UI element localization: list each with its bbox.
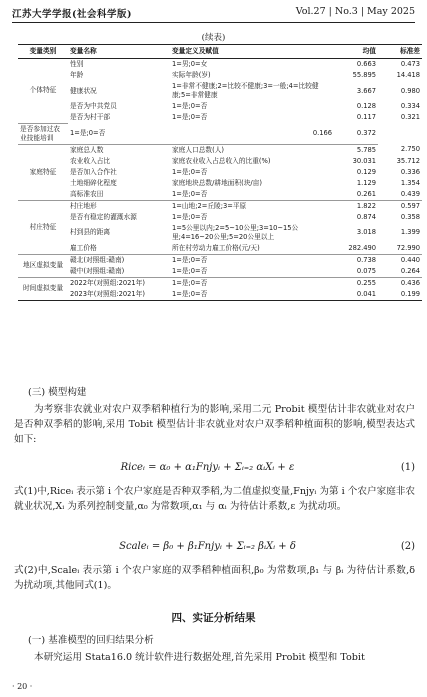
definition-cell: 家庭地块总数/耕地面积(块/亩) [172,178,262,187]
mean-cell: 0.261 [334,189,378,201]
mean-cell: 0.128 [356,102,376,110]
mean-cell: 0.041 [334,289,378,301]
sd-cell: 0.334 [400,102,420,110]
variable-name-cell: 土地细碎化程度 [70,178,117,187]
variable-name-cell: 农业收入占比 [70,156,111,165]
table-row [18,223,422,243]
journal-name: 江苏大学学报(社会科学版) [12,9,132,20]
definition-cell: 1=是;0=否 [172,113,208,121]
mean-cell: 0.738 [356,255,376,264]
variable-name-cell: 村到县的距离 [70,228,111,236]
definition-cell: 1=是;0=否 [172,167,208,176]
category-cell: 个体特征 [18,59,68,124]
paragraph-eq1-explain: 式(1)中,Riceᵢ 表示第 i 个农户家庭是否种双季稻,为二值虚拟变量,Fnjyᵢ 为第 i 个农户家庭非农就业状况,Xᵢ 为系列控制变量,α₀ 为常数项,α₁ 与 αᵢ 为待估计系数,ε 为扰动项。 [14,486,415,512]
table-row [18,189,422,201]
sd-cell: 0.199 [378,289,422,301]
table-row [18,200,422,212]
table-row [18,112,422,123]
mean-cell: 1.822 [356,201,376,210]
mean-cell: 30.031 [352,156,376,165]
category-cell: 家庭特征 [18,144,68,200]
variable-name-cell: 赣中(对照组:赣南) [68,266,170,278]
definition-cell: 1=是;0=否 [172,212,208,221]
sd-cell: 0.436 [400,278,420,287]
definition-cell: 1=是;0=否 [172,102,208,110]
mean-cell: 3.018 [356,228,376,236]
sd-cell: 0.358 [400,212,420,221]
variable-name-cell: 高标准农田 [68,189,170,201]
paragraph-results: 本研究运用 Stata16.0 统计软件进行数据处理,首先采用 Probit 模型和 Tobit [34,652,365,663]
issue-info: Vol.27 | No.3 | May 2025 [295,6,415,17]
mean-cell: 55.895 [352,71,376,79]
sd-cell: 14.418 [396,71,420,79]
col-header: 均值 [334,45,378,59]
variable-table [18,44,422,301]
table-row [18,70,422,81]
table-row [18,144,422,156]
col-header: 变量定义及赋值 [170,45,334,59]
paragraph-eq2-explain: 式(2)中,Scaleᵢ 表示第 i 个农户家庭的双季稻种植面积,β₀ 为常数项,β₁ 与 βᵢ 为待估计系数,δ 为扰动项,其他同式(1)。 [14,565,415,591]
definition-cell: 1=山地;2=丘陵;3=平原 [172,201,247,210]
definition-cell: 实际年龄(岁) [172,71,211,79]
variable-name-cell: 是否有稳定的灌溉水源 [70,212,137,221]
table-row [18,266,422,278]
definition-cell: 所在村劳动力雇工价格(元/天) [170,243,334,255]
table-row [18,81,422,101]
table-row [18,167,422,178]
definition-cell: 家庭人口总数(人) [172,145,225,154]
sd-cell: 35.712 [396,156,420,165]
sd-cell: 0.439 [378,189,422,201]
sd-cell: 0.980 [400,86,420,95]
sd-cell: 0.264 [378,266,422,278]
mean-cell: 3.667 [356,86,376,95]
definition-cell: 1=5公里以内;2=5~10公里;3=10~15公里;4=16~20公里;5=20公里以上 [172,223,299,241]
col-header: 变量名称 [68,45,170,59]
sd-cell: 0.321 [400,113,420,121]
equation-1: Riceᵢ = α₀ + α₁Fnjyᵢ + Σᵢ₌₂ αᵢXᵢ + ε [120,462,295,473]
definition-cell: 1=是;0=否 [172,255,208,264]
category-cell: 时间虚拟变量 [18,277,68,300]
sd-cell: 72.990 [378,243,422,255]
variable-name-cell: 家庭总人数 [70,145,104,154]
page-number: · 20 · [12,682,33,691]
sd-cell: 0.440 [400,255,420,264]
mean-cell: 0.075 [334,266,378,278]
table-row [18,212,422,223]
table-row [18,101,422,112]
mean-cell: 5.785 [356,145,376,154]
mean-cell: 0.663 [356,60,376,68]
variable-name-cell: 健康状况 [70,86,97,95]
variable-name-cell: 年龄 [70,71,84,79]
section-heading: 四、实证分析结果 [171,612,256,624]
variable-name-cell: 雇工价格 [68,243,170,255]
definition-cell: 家庭农业收入占总收入的比重(%) [172,156,271,165]
table-header-row [18,45,422,59]
variable-name-cell: 赣北(对照组:赣南) [70,255,125,264]
equation-2: Scaleᵢ = β₀ + β₁Fnjyᵢ + Σᵢ₌₂ βᵢXᵢ + δ [119,541,296,552]
definition-cell: 1=是;0=否 [68,123,170,144]
table-row [18,156,422,167]
table-row [18,123,422,144]
mean-cell: 1.129 [356,178,376,187]
table-row [18,59,422,71]
mean-cell: 0.117 [356,113,376,121]
sd-cell: 0.473 [400,60,420,68]
equation-2-number: (2) [400,541,415,552]
variable-name-cell: 村庄地形 [70,201,97,210]
definition-cell: 1=是;0=否 [172,278,208,287]
subsection-model: (三) 模型构建 [28,387,87,398]
paragraph-model-intro: 为考察非农就业对农户双季稻种植行为的影响,采用二元 Probit 模型估计非农就业对农户是否种双季稻的影响,采用 Tobit 模型估计非农就业对农户双季稻种植面积的影响,模型表达式如下: [14,404,415,445]
running-header [12,6,415,22]
table-row [18,289,422,301]
mean-cell: 0.129 [356,167,376,176]
variable-name-cell: 是否为村干部 [70,113,111,121]
table-row [18,243,422,255]
definition-cell: 1=非常不健康;2=比较不健康;3=一般;4=比较健康;5=非常健康 [172,82,319,99]
variable-name-cell: 2022年(对照组:2021年) [70,278,145,287]
table-caption: (续表) [201,33,226,43]
variable-name-cell: 是否为中共党员 [70,102,117,110]
definition-cell: 1=是;0=否 [170,266,334,278]
sd-cell: 0.597 [400,201,420,210]
table-row [18,178,422,189]
variable-name-cell: 是否加入合作社 [70,167,117,176]
mean-cell: 282.490 [334,243,378,255]
category-cell: 地区虚拟变量 [18,254,68,277]
equation-1-number: (1) [400,462,415,473]
subsection-heading: (一) 基准模型的回归结果分析 [28,635,154,646]
definition-cell: 1=是;0=否 [170,189,334,201]
sd-cell: 0.372 [334,123,378,144]
definition-cell: 1=是;0=否 [170,289,334,301]
col-header: 标准差 [378,45,422,59]
header-rule [12,22,415,23]
category-cell: 村庄特征 [18,200,68,254]
mean-cell: 0.166 [170,123,334,144]
variable-name-cell: 是否参加过农业技能培训 [18,123,68,144]
sd-cell: 0.336 [400,167,420,176]
sd-cell: 1.399 [400,228,420,236]
table-row [18,277,422,289]
col-header: 变量类别 [18,45,68,59]
sd-cell: 2.750 [400,145,420,154]
sd-cell: 1.354 [400,178,420,187]
variable-name-cell: 性别 [70,60,84,68]
mean-cell: 0.874 [356,212,376,221]
table-row [18,254,422,266]
mean-cell: 0.255 [356,278,376,287]
variable-name-cell: 2023年(对照组:2021年) [68,289,170,301]
definition-cell: 1=男;0=女 [172,60,208,68]
